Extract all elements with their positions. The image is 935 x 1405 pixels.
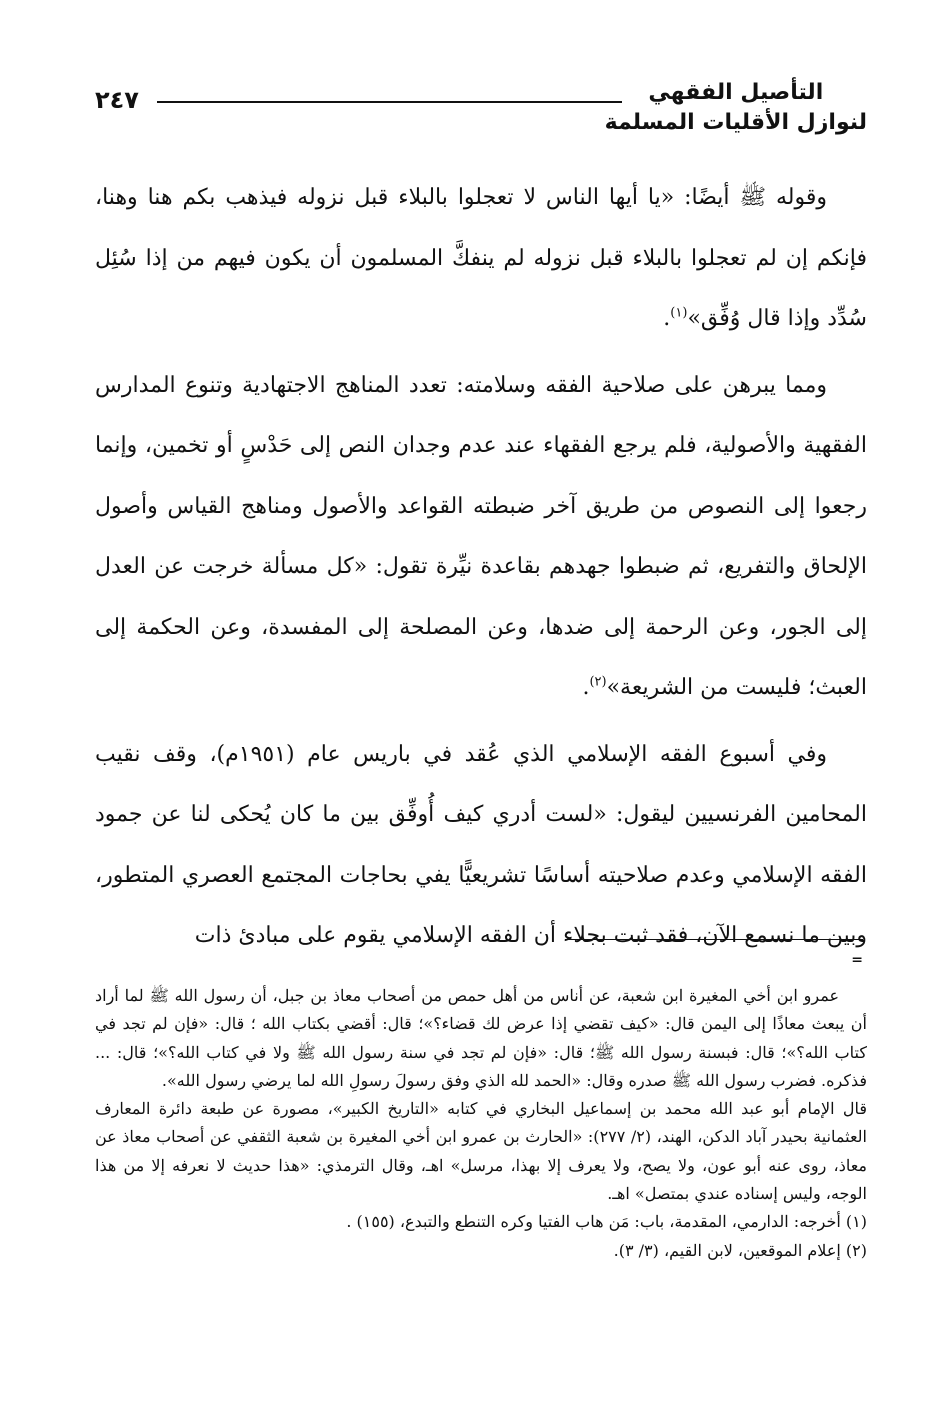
footnotes bbox=[95, 982, 867, 1265]
page-number: ٢٤٧ bbox=[95, 86, 139, 114]
footnote-2: (٢) إعلام الموقعين، لابن القيم، (٣/ ٣). bbox=[613, 1240, 867, 1260]
book-title-line-1: التأصيل الفقهي bbox=[648, 80, 824, 105]
running-header bbox=[95, 78, 867, 148]
paragraph-2-end: . bbox=[582, 675, 590, 700]
header-rule bbox=[157, 101, 622, 103]
footnote-continuation-2: قال الإمام أبو عبد الله محمد بن إسماعيل البخاري في كتابه «التاريخ الكبير»، مصورة عن طبعة دائرة المعارف العثمانية بحيدر آباد الدكن، الهند، (٢/ ٢٧٧): «الحارث بن عمرو ابن أخي المغيرة بن شعبة الثقفي عن أصحاب معاذ عن معاذ، روى عنه أبو عون، ولا يصح، ولا يعرف إلا بهذا، مرسل» اهـ، وقال الترمذي: «هذا حديث لا نعرفه إلا من هذا الوجه، وليس إسناده عندي بمتصل» اهـ. bbox=[95, 1099, 867, 1204]
footnote-separator bbox=[565, 939, 863, 940]
paragraph-1 bbox=[95, 168, 867, 350]
paragraph-2-text: ومما يبرهن على صلاحية الفقه وسلامته: تعدد المناهج الاجتهادية وتنوع المدارس الفقهية والأصولية، فلم يرجع الفقهاء عند عدم وجدان النص إلى حَدْسٍ أو تخمين، وإنما رجعوا إلى النصوص من طريق آخر ضبطته القواعد والأصول ومناهج القياس وأصول الإلحاق والتفريع، ثم ضبطوا جهدهم بقاعدة نيِّرة تقول: «كل مسألة خرجت عن العدل إلى الجور، وعن الرحمة إلى ضدها، وعن المصلحة إلى المفسدة، وعن الحكمة إلى العبث؛ فليست من الشريعة» bbox=[95, 372, 867, 700]
book-title bbox=[605, 78, 867, 138]
main-text bbox=[95, 168, 867, 973]
paragraph-3: وفي أسبوع الفقه الإسلامي الذي عُقد في باريس عام (١٩٥١م)، وقف نقيب المحامين الفرنسيين ليقول: «لست أدري كيف أُوفِّق بين ما كان يُحكى لنا عن جمود الفقه الإسلامي وعدم صلاحيته أساسًا تشريعيًّا يفي بحاجات المجتمع العصري المتطور، وبين ما نسمع الآن، فقد ثبت بجلاء أن الفقه الإسلامي يقوم على مبادئ ذات bbox=[95, 741, 867, 948]
book-title-line-2: لنوازل الأقليات المسلمة bbox=[604, 110, 867, 135]
paragraph-2 bbox=[95, 356, 867, 719]
footnote-continuation-1: عمرو ابن أخي المغيرة ابن شعبة، عن أناس من أهل حمص من أصحاب معاذ بن جبل، أن رسول الله ﷺ لما أراد أن يبعث معاذًا إلى اليمن قال: «كيف تقضي إذا عرض لك قضاء؟»؛ قال: أقضي بكتاب الله ؛ قال: «فإن لم تجد في كتاب الله؟»؛ قال: فبسنة رسول الله ﷺ؛ قال: «فإن لم تجد في سنة رسول الله ﷺ ولا في كتاب الله؟»؛ قال: ... فذكره. فضرب رسول الله ﷺ صدره وقال: «الحمد لله الذي وفق رسولَ رسولِ الله لما يرضي رسول الله». bbox=[95, 986, 867, 1090]
footnote-1: (١) أخرجه: الدارمي، المقدمة، باب: مَن هاب الفتيا وكره التنطع والتبدع، (١٥٥) . bbox=[346, 1212, 867, 1232]
footnote-ref-2[interactable]: (٢) bbox=[589, 674, 607, 690]
footnote-continuation-mark: = bbox=[851, 952, 863, 968]
footnote-ref-1[interactable]: (١) bbox=[670, 305, 688, 321]
paragraph-1-end: . bbox=[663, 306, 671, 331]
paragraph-1-text: وقوله ﷺ أيضًا: «يا أيها الناس لا تعجلوا بالبلاء قبل نزوله فيذهب بكم هنا وهنا، فإنكم إن لم تعجلوا بالبلاء قبل نزوله لم ينفكَّ المسلمون أن يكون فيهم من إذا سُئِل سُدِّد وإذا قال وُفِّق» bbox=[95, 185, 867, 331]
